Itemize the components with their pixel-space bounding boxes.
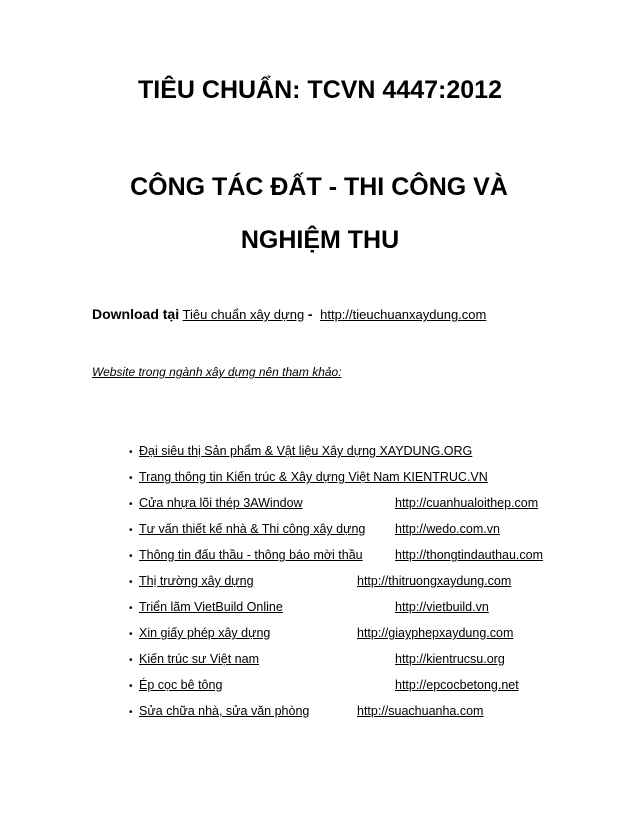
list-item — [129, 704, 309, 718]
link-name[interactable]: Xin giấy phép xây dựng — [139, 626, 271, 640]
link-name[interactable]: Kiến trúc sư Việt nam — [139, 652, 259, 666]
link-url[interactable]: http://thongtindauthau.com — [395, 548, 544, 562]
bullet-icon: • — [129, 447, 133, 458]
list-item — [129, 522, 365, 536]
download-source-link[interactable]: Tiêu chuẩn xây dựng — [182, 307, 305, 322]
link-name[interactable]: Thông tin đấu thầu - thông báo mời thầu — [139, 548, 363, 562]
list-item — [129, 652, 259, 666]
download-separator: - — [307, 306, 313, 322]
bullet-icon: • — [129, 525, 133, 536]
link-name[interactable]: Đại siêu thị Sản phẩm & Vật liệu Xây dựng XAYDUNG.ORG — [139, 444, 473, 458]
bullet-icon: • — [129, 681, 133, 692]
link-url[interactable]: http://epcocbetong.net — [395, 678, 519, 692]
bullet-icon: • — [129, 707, 133, 718]
list-item — [129, 496, 303, 510]
link-name[interactable]: Ép cọc bê tông — [139, 678, 223, 692]
document-subtitle-line1: CÔNG TÁC ĐẤT - THI CÔNG VÀ — [130, 173, 508, 201]
download-url-link[interactable]: http://tieuchuanxaydung.com — [320, 307, 487, 322]
link-url[interactable]: http://thitruongxaydung.com — [357, 574, 512, 588]
link-url[interactable]: http://wedo.com.vn — [395, 522, 500, 536]
list-item — [129, 548, 363, 562]
list-item — [129, 678, 222, 692]
list-item — [129, 626, 270, 640]
list-item — [129, 600, 283, 614]
bullet-icon: • — [129, 603, 133, 614]
bullet-icon: • — [129, 499, 133, 510]
list-item — [129, 574, 254, 588]
download-line — [92, 306, 486, 322]
link-name[interactable]: Cửa nhựa lõi thép 3AWindow — [139, 496, 303, 510]
link-name[interactable]: Trang thông tin Kiến trúc & Xây dựng Việt Nam KIENTRUC.VN — [139, 470, 488, 484]
link-url[interactable]: http://cuanhualoithep.com — [395, 496, 539, 510]
bullet-icon: • — [129, 629, 133, 640]
bullet-icon: • — [129, 551, 133, 562]
link-name[interactable]: Triển lãm VietBuild Online — [139, 600, 283, 614]
link-url[interactable]: http://vietbuild.vn — [395, 600, 489, 614]
link-name[interactable]: Thị trường xây dựng — [139, 574, 254, 588]
list-item — [129, 444, 472, 458]
download-prefix: Download tại — [92, 306, 180, 322]
link-name[interactable]: Tư vấn thiết kế nhà & Thi công xây dựng — [139, 522, 366, 536]
list-item — [129, 470, 488, 484]
document-title: TIÊU CHUẨN: TCVN 4447:2012 — [138, 76, 502, 104]
websites-heading: Website trong ngành xây dựng nên tham khảo: — [92, 365, 342, 379]
bullet-icon: • — [129, 473, 133, 484]
link-name[interactable]: Sửa chữa nhà, sửa văn phòng — [139, 704, 310, 718]
link-url[interactable]: http://kientrucsu.org — [395, 652, 505, 666]
link-url[interactable]: http://suachuanha.com — [357, 704, 484, 718]
document-subtitle-line2: NGHIỆM THU — [240, 226, 400, 254]
bullet-icon: • — [129, 577, 133, 588]
link-url[interactable]: http://giayphepxaydung.com — [357, 626, 514, 640]
bullet-icon: • — [129, 655, 133, 666]
